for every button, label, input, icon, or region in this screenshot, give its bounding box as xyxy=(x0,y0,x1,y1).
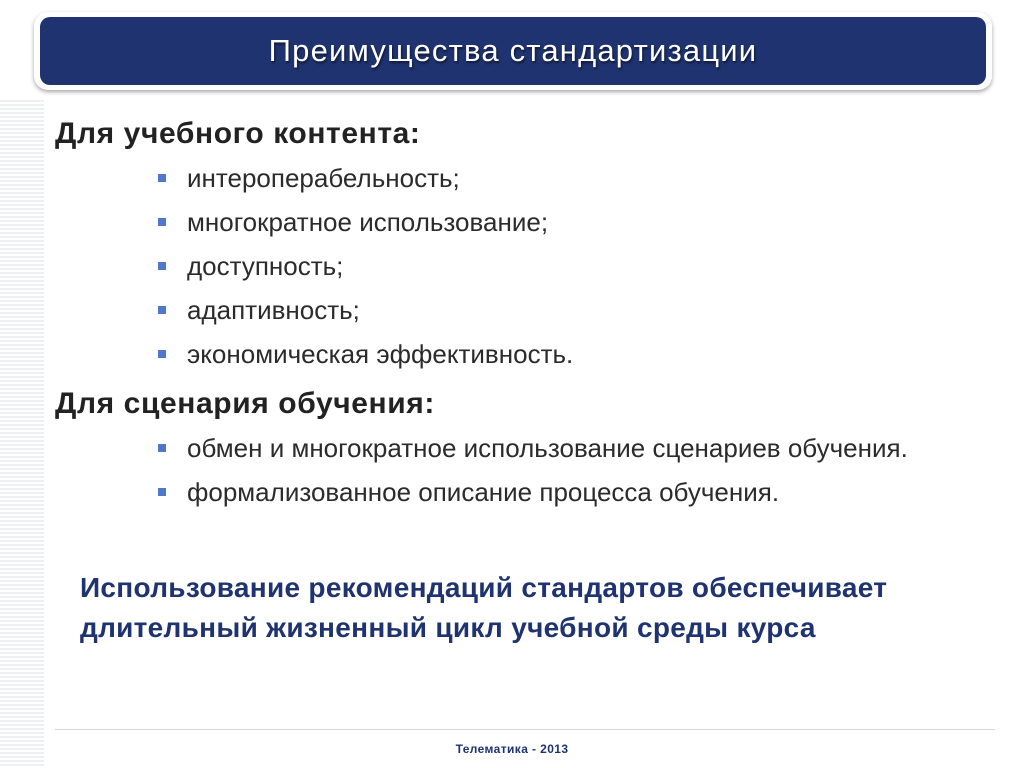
bullet-marker xyxy=(158,174,166,182)
bullet-list-scenario xyxy=(155,433,987,521)
slide-title: Преимущества стандартизации xyxy=(268,33,758,68)
list-item xyxy=(155,207,987,238)
bullet-list-content xyxy=(155,163,987,383)
bullet-marker xyxy=(158,218,166,226)
list-item xyxy=(155,163,987,194)
list-item-text: адаптивность; xyxy=(187,295,360,325)
bullet-marker xyxy=(158,444,166,452)
section-heading-scenario: Для сценария обучения: xyxy=(55,387,435,420)
list-item xyxy=(155,433,977,464)
list-item-text: экономическая эффективность. xyxy=(187,339,574,369)
list-item-text: формализованное описание процесса обучения. xyxy=(187,477,780,507)
bullet-marker xyxy=(158,488,166,496)
list-item xyxy=(155,251,987,282)
bullet-marker xyxy=(158,350,166,358)
list-item xyxy=(155,295,987,326)
list-item-text: обмен и многократное использование сценариев обучения. xyxy=(187,433,908,463)
conclusion-text: Использование рекомендаций стандартов обеспечивает длительный жизненный цикл учебной среды курса xyxy=(80,572,888,643)
bullet-marker xyxy=(158,306,166,314)
list-item xyxy=(155,477,987,508)
bullet-marker xyxy=(158,262,166,270)
list-item xyxy=(155,339,987,370)
list-item-text: интероперабельность; xyxy=(187,163,460,193)
footer-text: Телематика - 2013 xyxy=(455,742,569,756)
list-item-text: многократное использование; xyxy=(187,207,549,237)
list-item-text: доступность; xyxy=(187,251,344,281)
footer-divider xyxy=(55,729,995,730)
section-heading-content: Для учебного контента: xyxy=(55,117,421,150)
